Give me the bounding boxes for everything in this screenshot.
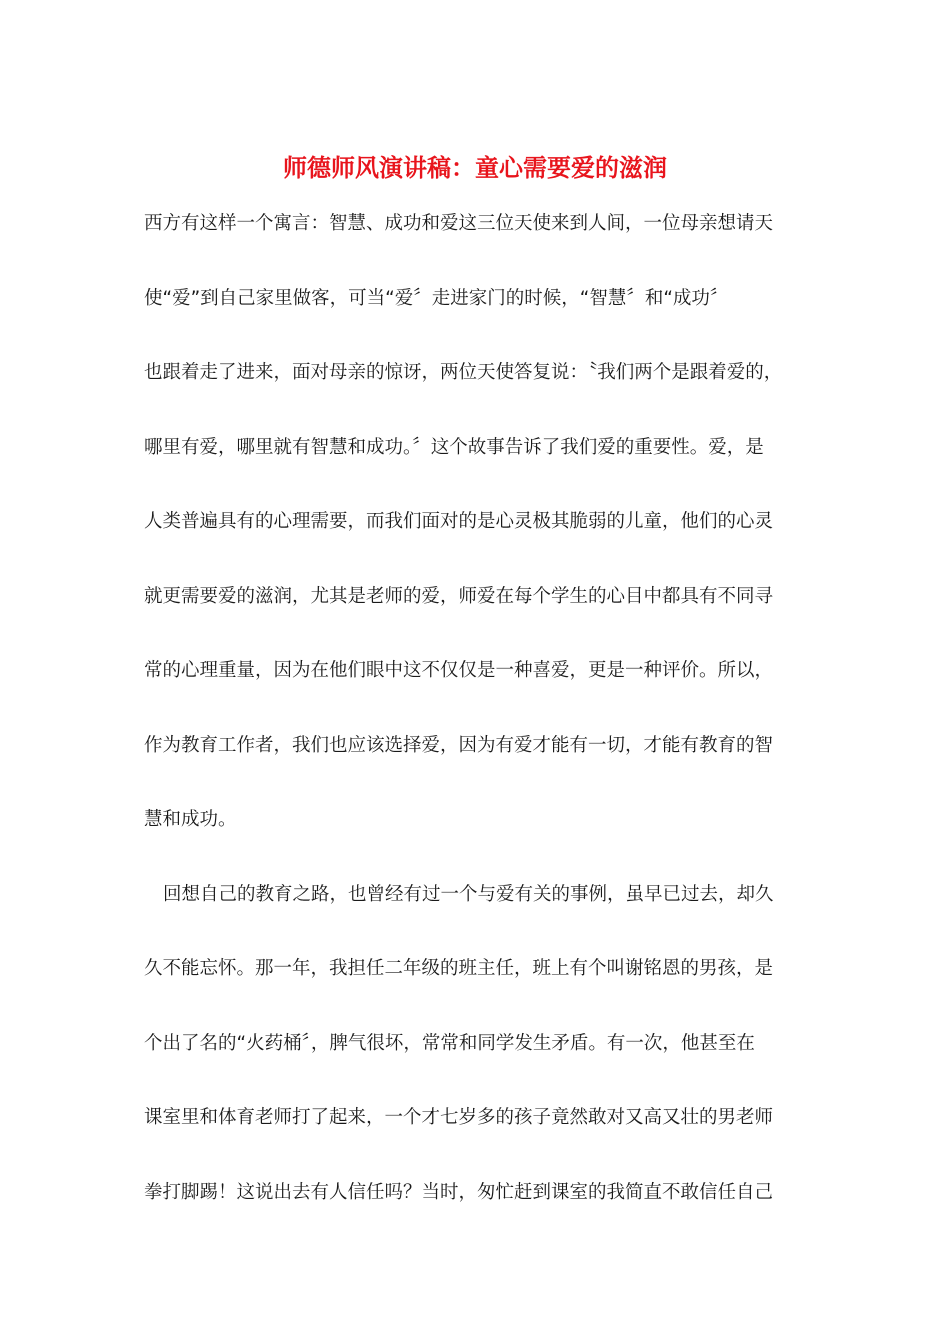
- text-line: 就更需要爱的滋润，尤其是老师的爱，师爱在每个学生的心目中都具有不同寻: [144, 585, 774, 607]
- text-line: 久不能忘怀。那一年，我担任二年级的班主任，班上有个叫谢铭恩的男孩，是: [144, 958, 774, 979]
- text-line: 课室里和体育老师打了起来，一个才七岁多的孩子竟然敢对又高又壮的男老师: [144, 1107, 774, 1128]
- text-line: 西方有这样一个寓言：智慧、成功和爱这三位天使来到人间，一位母亲想请天: [144, 213, 774, 234]
- text-line: 也跟着走了进来，面对母亲的惊讶，两位天使答复说：〝我们两个是跟着爱的，: [144, 362, 783, 383]
- paragraph-first-line: 回想自己的教育之路，也曾经有过一个与爱有关的事例，虽早已过去，却久: [163, 883, 774, 905]
- text-line: 慧和成功。: [144, 809, 237, 830]
- text-line: 作为教育工作者，我们也应该选择爱，因为有爱才能有一切，才能有教育的智: [144, 734, 774, 756]
- document-title: 师德师风演讲稿：童心需要爱的滋润: [283, 153, 667, 182]
- text-line: 使“爱”到自己家里做客，可当“爱〞走进家门的时候，“智慧〞和“成功〞: [144, 287, 729, 309]
- text-line: 个出了名的“火药桶〞，脾气很坏，常常和同学发生矛盾。有一次，他甚至在: [144, 1032, 755, 1054]
- text-line: 人类普遍具有的心理需要，而我们面对的是心灵极其脆弱的儿童，他们的心灵: [144, 511, 774, 532]
- text-line: 常的心理重量，因为在他们眼中这不仅仅是一种喜爱，更是一种评价。所以，: [144, 660, 774, 681]
- document-body: [144, 208, 808, 1251]
- text-line: 拳打脚踢！这说出去有人信任吗？当时，匆忙赶到课室的我简直不敢信任自己: [144, 1181, 774, 1203]
- text-line: 哪里有爱，哪里就有智慧和成功。〞这个故事告诉了我们爱的重要性。爱，是: [144, 436, 764, 458]
